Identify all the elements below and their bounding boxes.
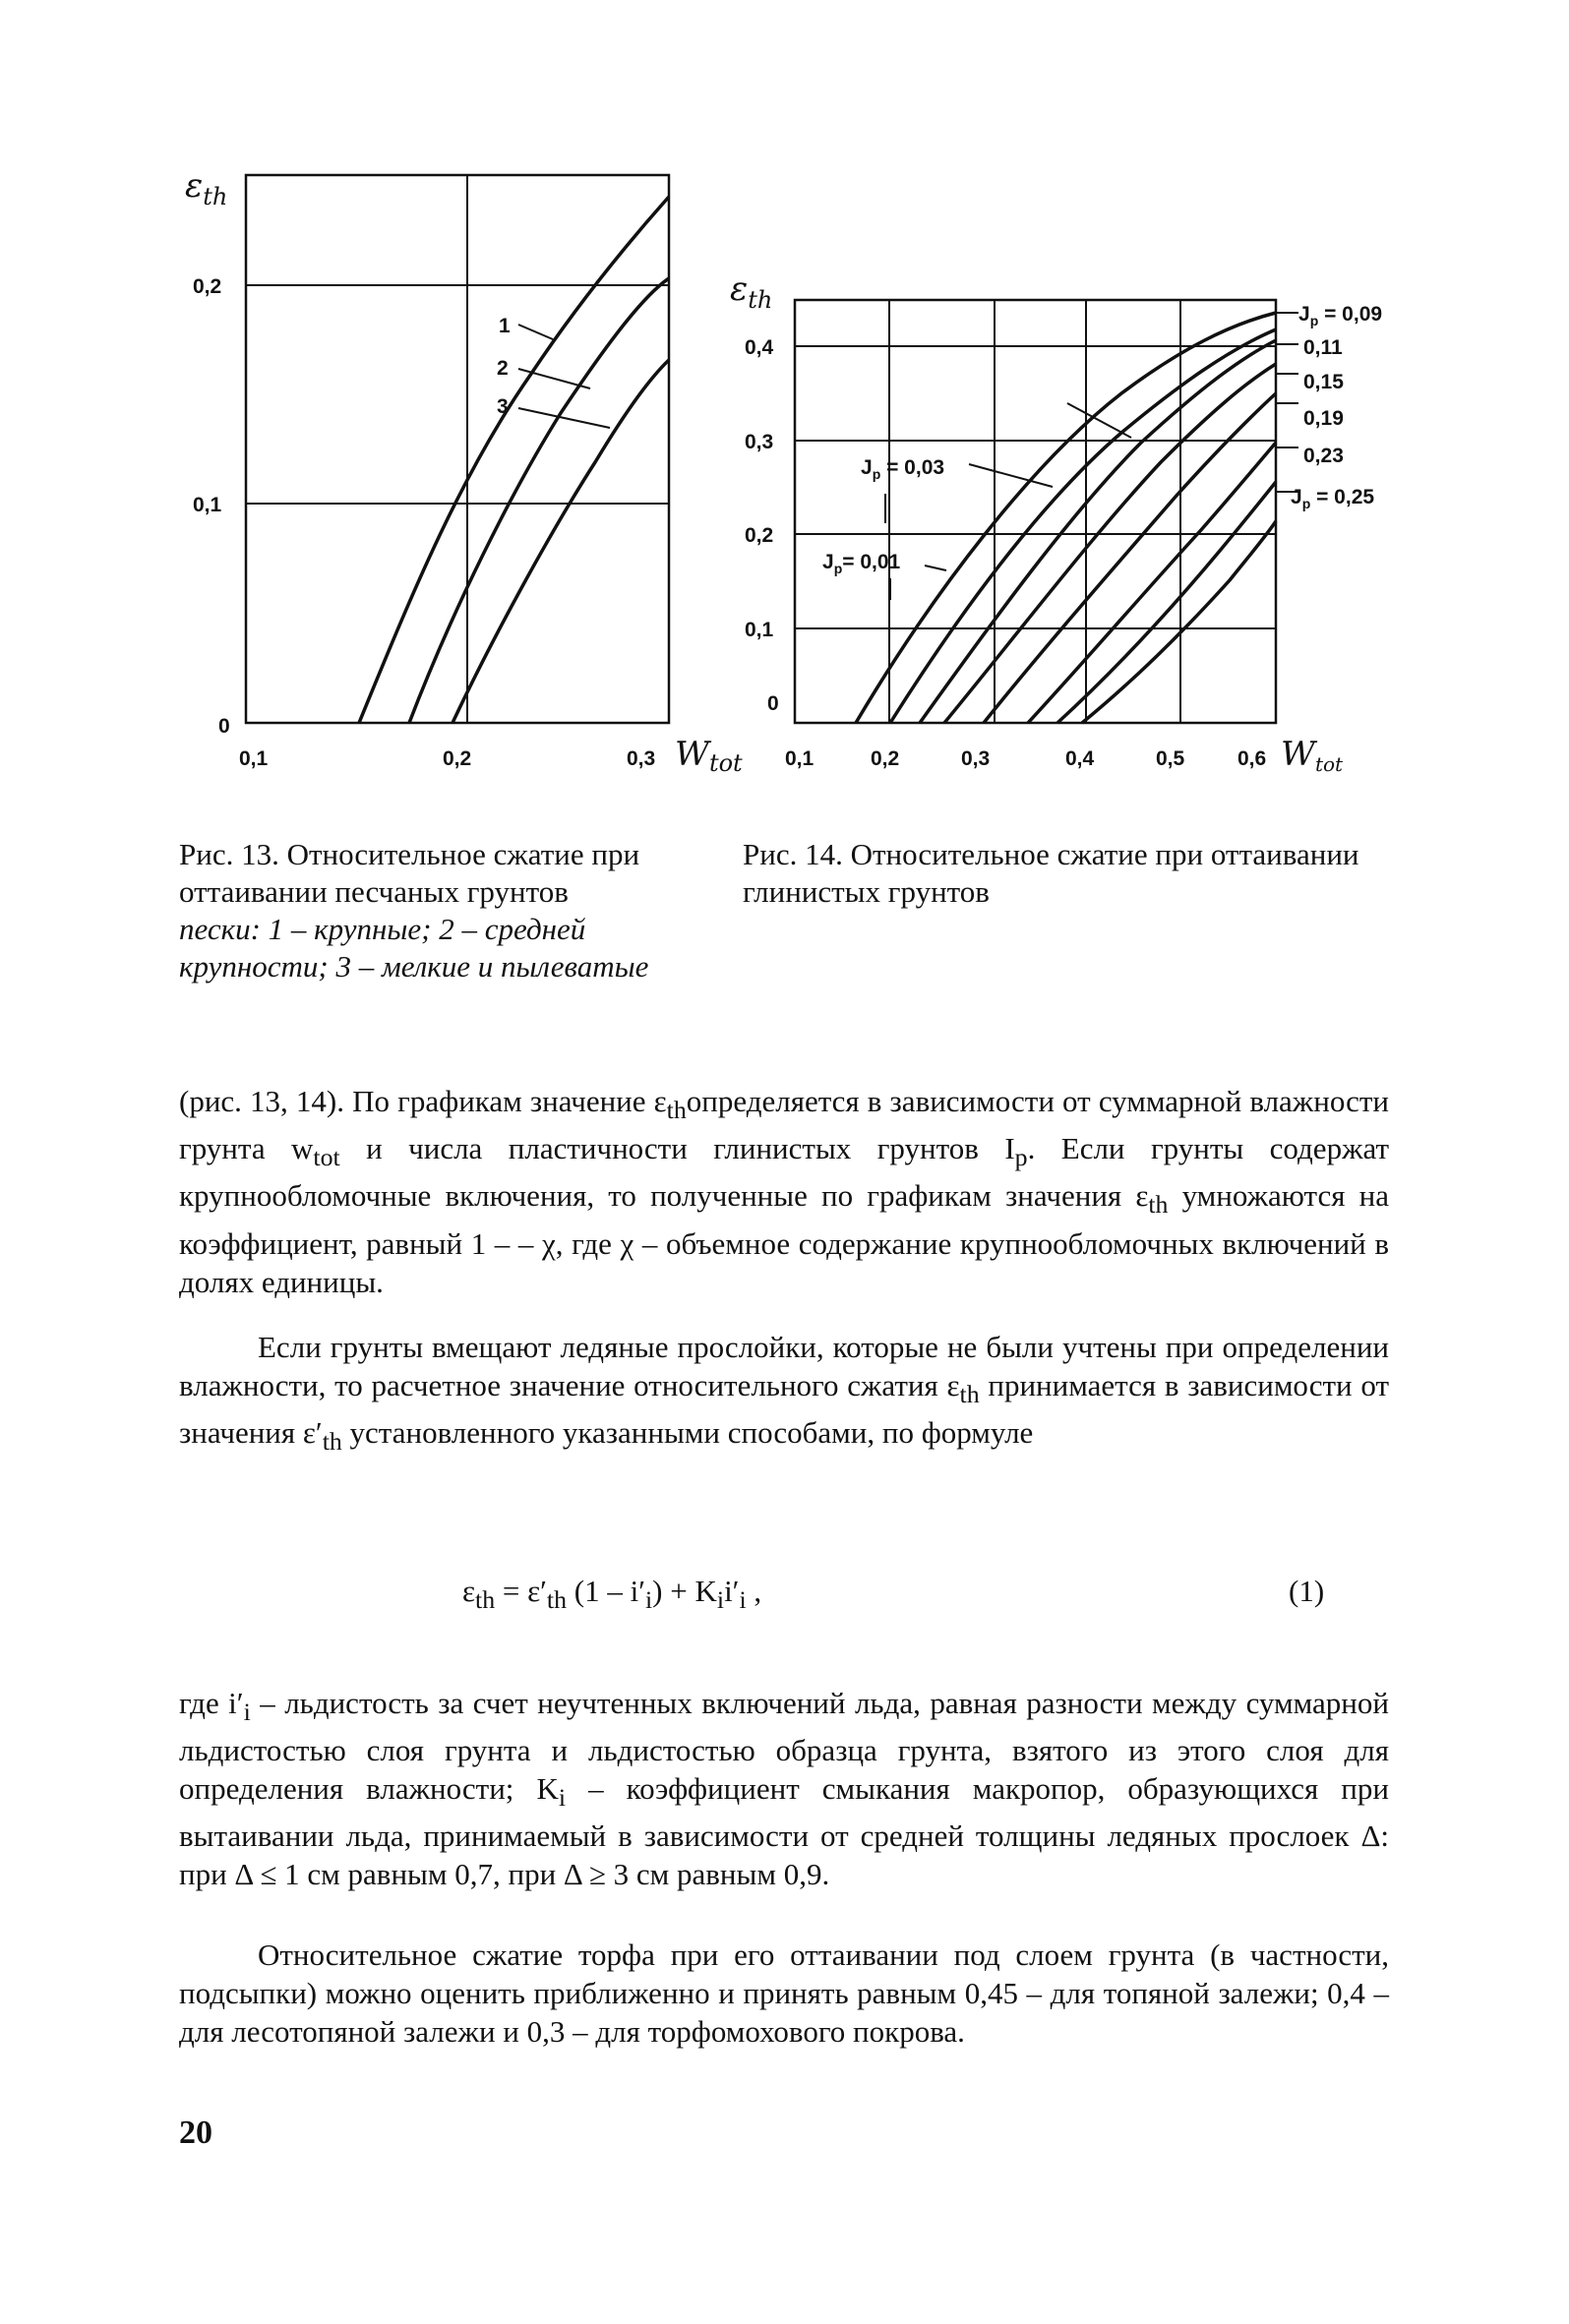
label-0-15: 0,15 xyxy=(1303,371,1344,393)
fig14-x-tick-0-6: 0,6 xyxy=(1237,747,1267,770)
fig14-x-tick-0-3: 0,3 xyxy=(961,747,991,770)
label-0-11: 0,11 xyxy=(1303,336,1343,359)
label-ip-0-09: $J_p = 0,09$ xyxy=(1298,303,1383,328)
label-0-23: 0,23 xyxy=(1303,445,1344,467)
fig14-x-tick-0-2: 0,2 xyxy=(871,747,900,770)
fig14-y-tick-0: 0 xyxy=(767,692,779,715)
fig13-leaders xyxy=(518,325,610,428)
fig14-y-tick-0-2: 0,2 xyxy=(745,524,774,547)
fig14-y-tick-0-3: 0,3 xyxy=(745,431,774,453)
curve-label-3: 3 xyxy=(497,395,509,418)
figure-13-chart xyxy=(185,166,743,777)
fig14-x-tick-0-1: 0,1 xyxy=(785,747,815,770)
fig14-y-tick-0-1: 0,1 xyxy=(745,619,774,641)
formula-1: $\varepsilon_{th} = \varepsilon'_{th}$ $(1 - i'_i) + K_ii'_i$ , xyxy=(462,1574,762,1615)
fig14-x-tick-0-4: 0,4 xyxy=(1065,747,1095,770)
label-ip-0-25: $J_p = 0,25$ xyxy=(1291,486,1375,511)
label-0-19: 0,19 xyxy=(1303,407,1344,430)
paragraph-3: где $i'_i$ – льдистость за счет неучтенных включений льда, равная разности между суммарной льдистостью слоя грунта и льдистостью образца грунта, взятого из этого слоя для определения влажности; $K_i$ – коэффициент смыкания макропор, образующихся при вытаивании льда, принимаемый в зависимости от средней толщины ледяных прослоек Δ: при Δ ≤ 1 см равным 0,7, при Δ ≥ 3 см равным 0,9. xyxy=(179,1686,1389,1892)
fig14-curve-0-25 xyxy=(1082,521,1276,723)
figure-14-caption xyxy=(743,836,1431,911)
fig13-curve-2 xyxy=(409,278,669,723)
fig13-x-tick-0-3: 0,3 xyxy=(627,747,656,770)
fig13-grid xyxy=(246,175,669,723)
fig14-curve-0-19 xyxy=(1028,443,1276,723)
fig13-x-axis-label: Wtot xyxy=(675,735,743,777)
fig14-y-tick-0-4: 0,4 xyxy=(745,336,774,359)
figure-14-caption-title: Рис. 14. Относительное сжатие при оттаивании глинистых грунтов xyxy=(743,837,1359,909)
figure-14-chart xyxy=(730,269,1382,776)
fig13-y-tick-0: 0 xyxy=(218,715,230,738)
figure-13-caption-legend: пески: 1 – крупные; 2 – средней крупности; 3 – мелкие и пылеватые xyxy=(179,912,649,983)
fig14-y-axis-label: $\varepsilon_{th}$ xyxy=(730,269,773,314)
paragraph-4: Относительное сжатие торфа при его оттаивании под слоем грунта (в частности, подсыпки) можно оценить приближенно и принять равным 0,45 – для топяной залежи; 0,4 – для лесотопяной залежи и 0,3 – для торфомохового покрова. xyxy=(179,1937,1389,2049)
fig14-leaders xyxy=(885,313,1298,600)
fig13-curve-1 xyxy=(359,197,669,723)
paragraph-1: (рис. 13, 14). По графикам значение $\varepsilon_{th}определяется$ в зависимости от суммарной влажности грунта $w_{tot}$ и числа пластичности глинистых грунтов $I_p$. Если грунты содержат крупнообломочные включения, то полученные по графикам значения $\varepsilon_{th}$ умножаются на коэффициент, равный 1 – – χ, где χ – объемное содержание крупнообломочных включений в долях единицы. xyxy=(179,1084,1389,1299)
fig13-y-axis-label: $\varepsilon_{th}$ xyxy=(185,166,228,210)
page-number: 20 xyxy=(179,2115,212,2151)
fig13-curves xyxy=(359,197,669,723)
curve-label-1: 1 xyxy=(499,315,511,337)
fig13-y-tick-0-1: 0,1 xyxy=(193,494,222,516)
fig14-x-axis-label: Wtot xyxy=(1281,735,1344,776)
label-ip-0-01: $J_p= 0,01$ xyxy=(822,551,901,576)
equation-number: (1) xyxy=(1289,1574,1325,1608)
fig14-x-tick-0-5: 0,5 xyxy=(1156,747,1185,770)
figure-13-caption-title: Рис. 13. Относительное сжатие при оттаивании песчаных грунтов xyxy=(179,837,640,909)
curve-label-2: 2 xyxy=(497,357,509,380)
label-ip-0-03: $J_p = 0,03$ xyxy=(861,456,945,482)
fig14-curve-0-23 xyxy=(1057,482,1276,723)
fig13-frame xyxy=(246,175,669,723)
fig14-curves xyxy=(856,313,1276,723)
leader-0-01 xyxy=(925,566,946,570)
fig13-x-tick-0-1: 0,1 xyxy=(239,747,269,770)
fig13-x-tick-0-2: 0,2 xyxy=(443,747,472,770)
leader-curve-1 xyxy=(518,325,553,339)
leader-curve-3 xyxy=(518,408,610,428)
fig13-y-tick-0-2: 0,2 xyxy=(193,275,222,298)
fig14-curve-0-15 xyxy=(984,393,1276,723)
paragraph-2: Если грунты вмещают ледяные прослойки, которые не были учтены при определении влажности, то расчетное значение относительного сжатия $\varepsilon_{th}$ принимается в зависимости от значения $\varepsilon'_{th}$ установленного указанными способами, по формуле xyxy=(179,1330,1389,1457)
figure-13-caption xyxy=(179,836,730,985)
